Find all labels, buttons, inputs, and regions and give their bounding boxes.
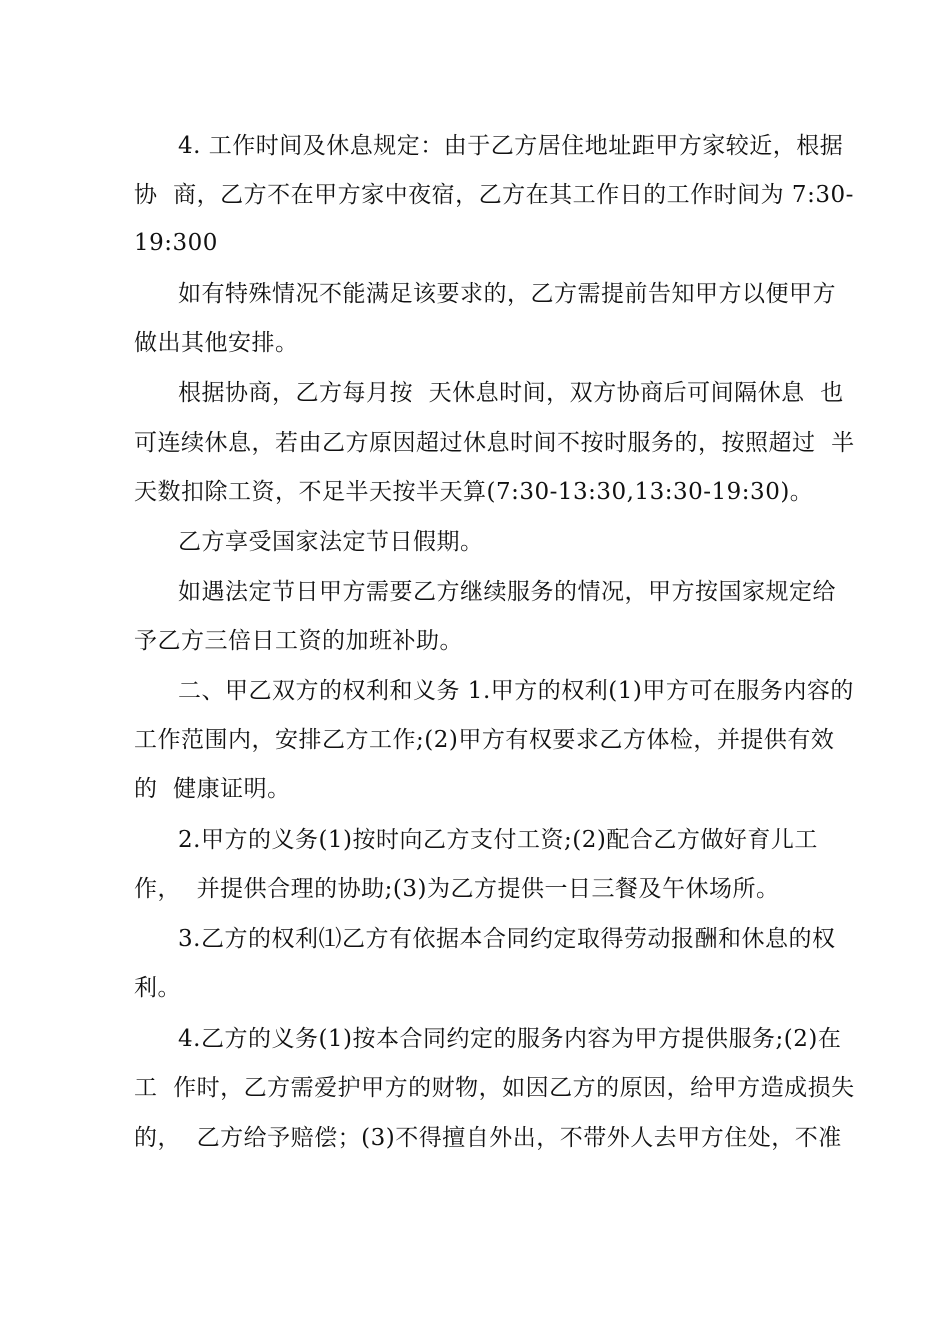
paragraph-rest-days-line-1: 根据协商，乙方每月按 天休息时间，双方协商后可间隔休息 也 <box>178 380 844 406</box>
paragraph-rest-days-line-2: 可连续休息，若由乙方原因超过休息时间不按时服务的，按照超过 半 <box>134 430 855 456</box>
paragraph-work-hours-line-2: 协 商，乙方不在甲方家中夜宿，乙方在其工作日的工作时间为 7:30- <box>134 182 854 208</box>
paragraph-work-hours-line-3: 19:300 <box>134 230 218 256</box>
paragraph-party-b-rights-line-1: 3.乙方的权利⑴乙方有依据本合同约定取得劳动报酬和休息的权 <box>178 926 836 952</box>
section-rights-line-1: 二、甲乙双方的权利和义务 1.甲方的权利(1)甲方可在服务内容的 <box>178 678 854 704</box>
paragraph-special-cases-line-1: 如有特殊情况不能满足该要求的，乙方需提前告知甲方以便甲方 <box>178 281 836 307</box>
paragraph-rest-days-line-3: 天数扣除工资，不足半天按半天算(7:30-13:30,13:30-19:30)。 <box>134 479 814 505</box>
section-rights-line-2: 工作范围内，安排乙方工作;(2)甲方有权要求乙方体检，并提供有效 <box>134 727 835 753</box>
paragraph-work-hours-line-1: 4. 工作时间及休息规定：由于乙方居住地址距甲方家较近，根据 <box>178 133 844 159</box>
paragraph-party-b-obligations-line-2: 工 作时，乙方需爱护甲方的财物，如因乙方的原因，给甲方造成损失 <box>134 1075 855 1101</box>
paragraph-party-b-obligations-line-3: 的， 乙方给予赔偿；(3)不得擅自外出，不带外人去甲方住处，不准 <box>134 1125 842 1151</box>
paragraph-party-a-obligations-line-1: 2.甲方的义务(1)按时向乙方支付工资;(2)配合乙方做好育儿工 <box>178 827 818 853</box>
paragraph-party-b-rights-line-2: 利。 <box>134 975 181 1001</box>
paragraph-party-a-obligations-line-2: 作， 并提供合理的协助;(3)为乙方提供一日三餐及午休场所。 <box>134 876 780 902</box>
paragraph-holiday-overtime-line-1: 如遇法定节日甲方需要乙方继续服务的情况，甲方按国家规定给 <box>178 579 836 605</box>
paragraph-special-cases-line-2: 做出其他安排。 <box>134 330 299 356</box>
section-rights-line-3: 的 健康证明。 <box>134 776 291 802</box>
paragraph-holiday-overtime-line-2: 予乙方三倍日工资的加班补助。 <box>134 628 463 654</box>
paragraph-holidays: 乙方享受国家法定节日假期。 <box>178 529 484 555</box>
paragraph-party-b-obligations-line-1: 4.乙方的义务(1)按本合同约定的服务内容为甲方提供服务;(2)在 <box>178 1026 842 1052</box>
